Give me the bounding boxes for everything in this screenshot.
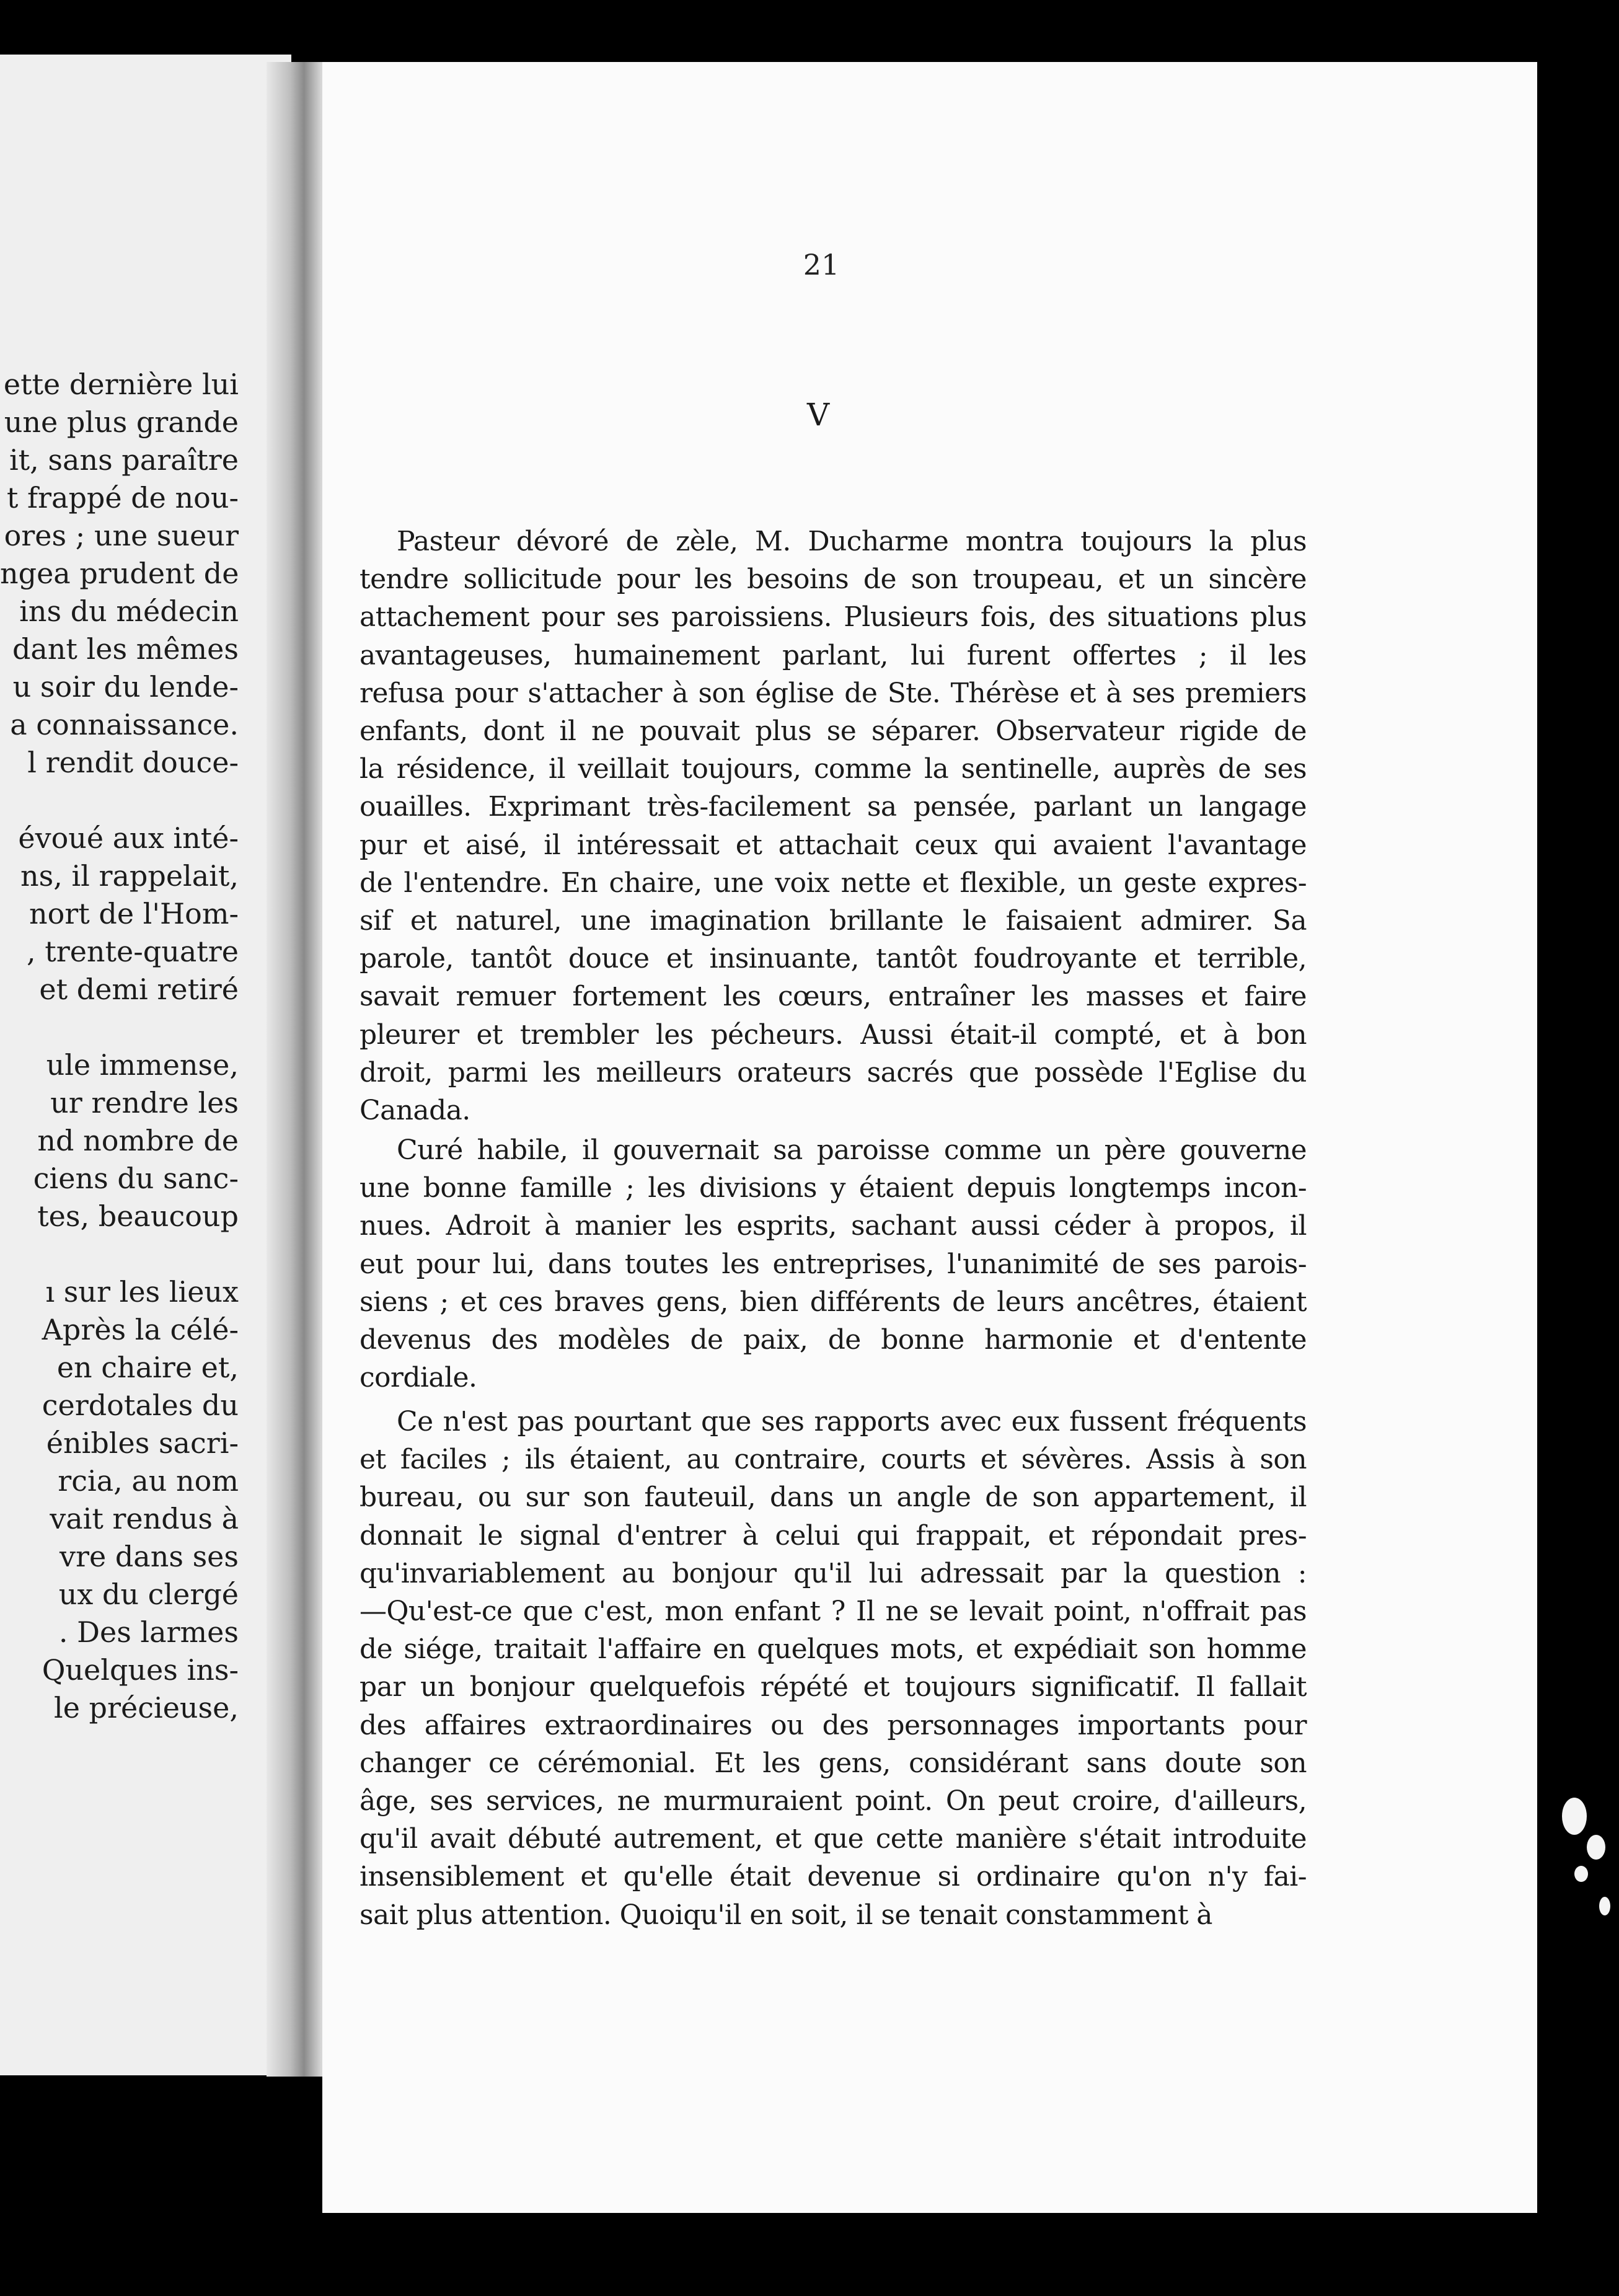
scan-speck <box>1574 1866 1588 1882</box>
text-line: qu'invariablement au bonjour qu'il lui adressait par la question : <box>360 1557 1307 1589</box>
left-page-line: ins du médecin <box>19 594 239 628</box>
text-line: des affaires extraordinaires ou des personnages importants pour <box>360 1709 1307 1741</box>
scan-speck <box>1562 1798 1587 1835</box>
left-page-line: vait rendus à <box>50 1502 239 1535</box>
text-line: attachement pour ses paroissiens. Plusieurs fois, des situations plus <box>360 601 1307 634</box>
text-line: bureau, ou sur son fauteuil, dans un angle de son appartement, il <box>360 1481 1307 1514</box>
left-page-line: . Des larmes <box>58 1615 239 1649</box>
text-line: sif et naturel, une imagination brillante le faisaient admirer. Sa <box>360 905 1307 937</box>
text-line: cordiale. <box>360 1362 477 1394</box>
left-page-line: ngea prudent de <box>0 557 239 590</box>
text-line: refusa pour s'attacher à son église de Ste. Thérèse et à ses premiers <box>360 677 1307 709</box>
left-page-line: ciens du sanc- <box>33 1162 239 1195</box>
left-page-line: Quelques ins- <box>42 1653 239 1687</box>
left-page-line: a connaissance. <box>10 708 239 741</box>
left-page-line: ores ; une sueur <box>4 519 239 552</box>
text-line: avantageuses, humainement parlant, lui furent offertes ; il les <box>360 639 1307 671</box>
left-page-line: ur rendre les <box>50 1086 239 1119</box>
left-page-line: cerdotales du <box>42 1389 239 1422</box>
left-page-line: ux du clergé <box>58 1578 239 1611</box>
left-page-line: nort de l'Hom- <box>29 897 239 930</box>
text-line: Ce n'est pas pourtant que ses rapports avec eux fussent fréquents <box>397 1406 1307 1437</box>
text-line: parole, tantôt douce et insinuante, tantôt foudroyante et terrible, <box>360 943 1307 975</box>
text-line: de l'entendre. En chaire, une voix nette et flexible, un geste expres- <box>360 867 1307 899</box>
left-page-line: ns, il rappelait, <box>20 859 239 893</box>
left-page-line: l rendit douce- <box>27 746 239 779</box>
page-number: 21 <box>803 248 840 281</box>
text-line: devenus des modèles de paix, de bonne harmonie et d'entente <box>360 1324 1307 1356</box>
text-line: âge, ses services, ne murmuraient point. On peut croire, d'ailleurs, <box>360 1785 1307 1817</box>
text-line: donnait le signal d'entrer à celui qui frappait, et répondait pres- <box>360 1519 1307 1552</box>
text-line: qu'il avait débuté autrement, et que cette manière s'était introduite <box>360 1823 1307 1855</box>
scan-speck <box>1587 1835 1605 1860</box>
left-page-line: dant les mêmes <box>12 632 239 666</box>
left-page-line: ule immense, <box>46 1048 239 1082</box>
text-line: Curé habile, il gouvernait sa paroisse comme un père gouverne <box>397 1134 1307 1166</box>
text-line: la résidence, il veillait toujours, comme la sentinelle, auprès de ses <box>360 753 1307 785</box>
text-line: eut pour lui, dans toutes les entreprises, l'unanimité de ses parois- <box>360 1248 1307 1280</box>
left-page-line: et demi retiré <box>39 973 239 1006</box>
scan-speck <box>1599 1897 1610 1915</box>
text-line: pleurer et trembler les pécheurs. Aussi était-il compté, et à bon <box>360 1018 1307 1051</box>
left-page-line: vre dans ses <box>60 1540 239 1573</box>
right-page <box>322 62 1537 2213</box>
left-page-line: nd nombre de <box>37 1124 239 1157</box>
left-page-line: le précieuse, <box>54 1691 239 1724</box>
text-line: une bonne famille ; les divisions y étaient depuis longtemps incon- <box>360 1172 1307 1204</box>
text-line: de siége, traitait l'affaire en quelques mots, et expédiait son homme <box>360 1633 1307 1666</box>
text-line: ouailles. Exprimant très-facilement sa pensée, parlant un langage <box>360 791 1307 823</box>
left-page-line: en chaire et, <box>56 1351 239 1384</box>
text-line: et faciles ; ils étaient, au contraire, courts et sévères. Assis à son <box>360 1444 1307 1476</box>
left-page-line: Après la célé- <box>42 1313 239 1346</box>
text-line: pur et aisé, il intéressait et attachait ceux qui avaient l'avantage <box>360 829 1307 861</box>
text-line: —Qu'est-ce que c'est, mon enfant ? Il ne se levait point, n'offrait pas <box>360 1596 1307 1627</box>
left-page-line: ı sur les lieux <box>45 1275 239 1309</box>
left-page-line: rcia, au nom <box>58 1464 239 1498</box>
left-page-line: évoué aux inté- <box>18 821 239 855</box>
text-line: nues. Adroit à manier les esprits, sachant aussi céder à propos, il <box>360 1210 1307 1242</box>
text-line: enfants, dont il ne pouvait plus se séparer. Observateur rigide de <box>360 715 1307 747</box>
text-line: siens ; et ces braves gens, bien différents de leurs ancêtres, étaient <box>360 1286 1307 1318</box>
text-line: droit, parmi les meilleurs orateurs sacrés que possède l'Eglise du <box>360 1056 1307 1088</box>
text-line: savait remuer fortement les cœurs, entraîner les masses et faire <box>360 981 1307 1013</box>
left-page-line: , trente-quatre <box>26 935 239 968</box>
text-line: tendre sollicitude pour les besoins de son troupeau, et un sincère <box>360 563 1307 596</box>
left-page-line: u soir du lende- <box>12 670 239 704</box>
left-page-line: tes, beaucoup <box>37 1199 239 1233</box>
text-line: Canada. <box>360 1095 470 1126</box>
left-page <box>0 55 291 2075</box>
left-page-line: énibles sacri- <box>46 1426 239 1460</box>
left-page-line: it, sans paraître <box>9 443 239 477</box>
text-line: Pasteur dévoré de zèle, M. Ducharme montra toujours la plus <box>397 526 1307 557</box>
text-line: par un bonjour quelquefois répété et toujours significatif. Il fallait <box>360 1671 1307 1703</box>
left-page-line: t frappé de nou- <box>6 481 239 514</box>
left-page-line: une plus grande <box>4 405 239 439</box>
text-line: sait plus attention. Quoiqu'il en soit, il se tenait constamment à <box>360 1899 1212 1931</box>
left-page-line: ette dernière lui <box>3 368 239 401</box>
text-line: changer ce cérémonial. Et les gens, considérant sans doute son <box>360 1747 1307 1779</box>
text-line: insensiblement et qu'elle était devenue si ordinaire qu'on n'y fai- <box>360 1861 1307 1893</box>
chapter-heading: V <box>806 397 830 433</box>
